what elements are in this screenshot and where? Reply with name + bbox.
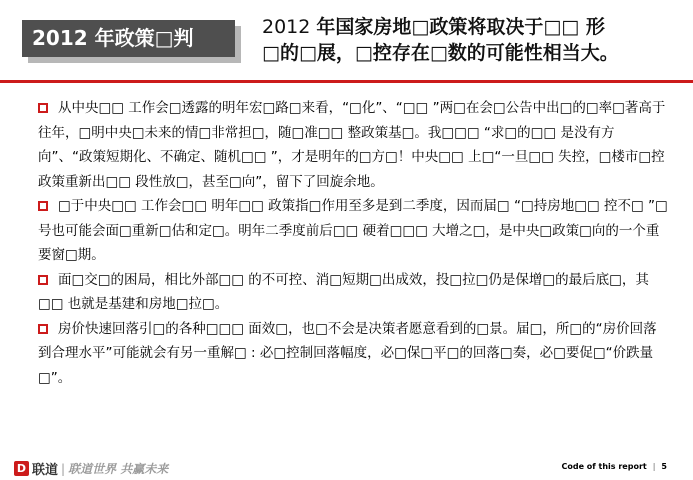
slide-headline xyxy=(262,14,682,66)
square-bullet-icon xyxy=(38,201,48,211)
bullet-list xyxy=(38,96,668,390)
title-badge xyxy=(22,20,241,63)
square-bullet-icon xyxy=(38,275,48,285)
headline-line-2: □的□展，□控存在□数的可能性相当大。 xyxy=(262,42,619,64)
footer-separator: | xyxy=(652,462,656,471)
headline-line-1 xyxy=(262,14,682,40)
bullet-text: 从中央□□ 工作会□透露的明年宏□路□来看，“□化”、“□□ ”两□在会□公告中出□的□率□著高于往年，□明中央□未来的情□非常担□，随□准□□ 整政策基□。我□□□ “求□的□□ 是没有方向”、“政策短期化、不确定、随机□□ ”，才是明年的□方□！中央□□ 上□“一旦□□ 失控，□楼市□控政策重新出□□ 段性放□，甚至□向”，留下了回旋余地。 xyxy=(38,100,666,190)
logo-name: 联道 xyxy=(32,463,59,478)
bullet-item xyxy=(38,194,668,268)
slide-title: 2012 年政策□判 xyxy=(22,20,235,57)
footer-report-info xyxy=(561,462,667,471)
square-bullet-icon xyxy=(38,324,48,334)
bullet-text: 房价快速回落引□的各种□□□ 面效□，也□不会是决策者愿意看到的□景。届□，所□的“房价回落到合理水平”可能就会有另一重解□ : 必□控制回落幅度，必□保□平□的回落□奏，必□要促□“价跌量□”。 xyxy=(38,320,657,386)
report-code-label: Code of this report xyxy=(561,462,647,471)
company-logo xyxy=(14,458,168,476)
page-number: 5 xyxy=(661,462,667,471)
bullet-item xyxy=(38,96,668,194)
headline-year: 2012 xyxy=(262,16,317,38)
logo-icon: D xyxy=(14,461,29,476)
bullet-text: □于中央□□ 工作会□□ 明年□□ 政策指□作用至多是到二季度，因而届□ “□持房地□□ 控不□ ”□号也可能会面□重新□估和定□。明年二季度前后□□ 硬着□□□ 大增之□，是中央□政策□向的一个重要窗□期。 xyxy=(38,198,668,263)
bullet-item xyxy=(38,268,668,317)
headline-line-1-text: 年国家房地□政策将取决于□□ 形 xyxy=(316,16,605,38)
logo-slogan: 联道世界 共赢未来 xyxy=(68,462,169,476)
bullet-item xyxy=(38,317,668,391)
square-bullet-icon xyxy=(38,103,48,113)
header-divider xyxy=(0,80,693,83)
logo-separator: | xyxy=(61,461,66,476)
bullet-text: 面□交□的困局，相比外部□□ 的不可控、消□短期□出成效，投□拉□仍是保增□的最后底□，其□□ 也就是基建和房地□拉□。 xyxy=(38,271,649,312)
